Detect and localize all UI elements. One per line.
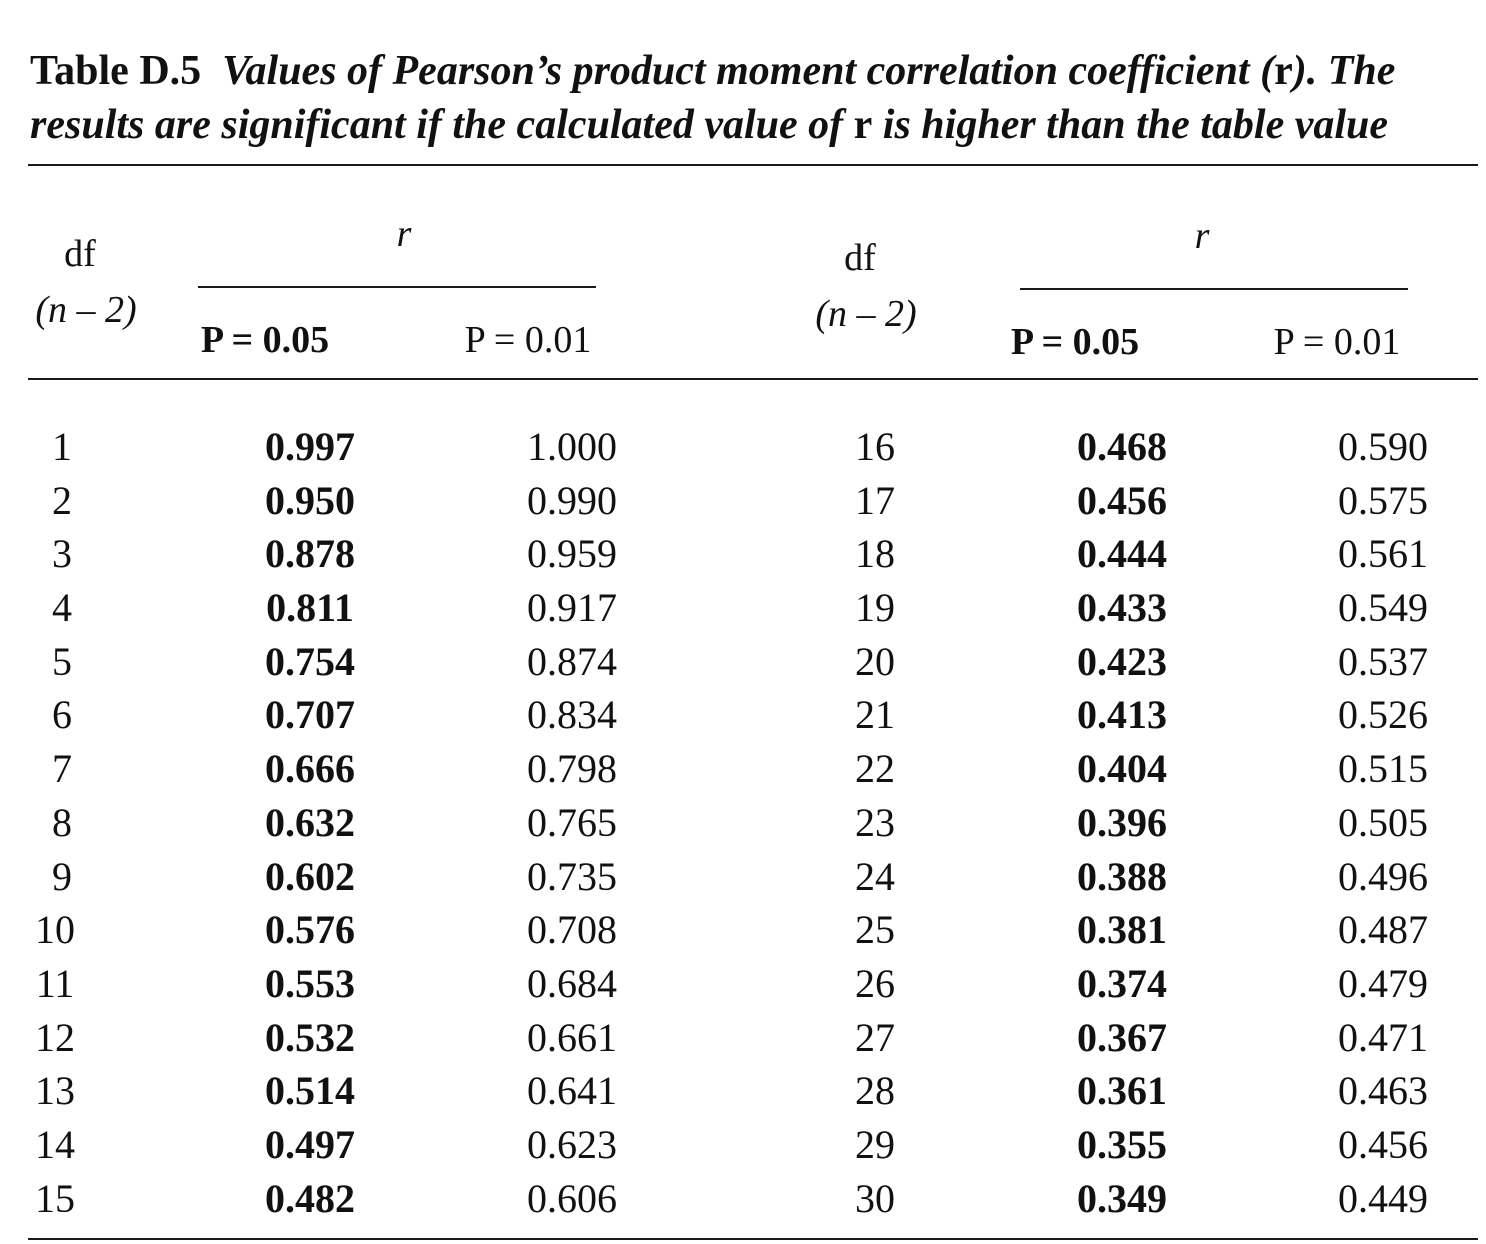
df-cell: 3 [52, 531, 72, 577]
p001-cell: 0.641 [527, 1068, 617, 1114]
header-n-minus-2-right [815, 292, 916, 336]
df-cell: 14 [35, 1121, 75, 1167]
p005-cell: 0.811 [266, 585, 354, 631]
p005-cell: 0.754 [265, 638, 355, 684]
p001-cell: 0.798 [527, 746, 617, 792]
p001-cell: 0.496 [1338, 853, 1428, 899]
table-row [0, 796, 1486, 850]
df-cell: 11 [35, 960, 75, 1006]
p001-cell: 0.561 [1338, 531, 1428, 577]
p001-cell: 0.471 [1338, 1014, 1428, 1060]
df-cell: 27 [855, 1014, 895, 1060]
n-minus-2-text-right: (n – 2) [815, 293, 917, 335]
df-cell: 29 [855, 1121, 895, 1167]
p001-cell: 0.456 [1338, 1121, 1428, 1167]
caption-text-4: is higher than the table value [882, 102, 1389, 148]
p001-cell: 0.463 [1338, 1068, 1428, 1114]
p001-cell: 0.487 [1338, 907, 1428, 953]
p005-cell: 0.361 [1077, 1068, 1167, 1114]
p005-cell: 0.423 [1077, 638, 1167, 684]
p005-cell: 0.632 [265, 799, 355, 845]
caption-text-3: results are significant if the calculated value of [30, 102, 844, 148]
table-row [0, 581, 1486, 635]
caption-line-1 [30, 44, 1470, 98]
header-df-right: df [844, 237, 876, 279]
p005-cell: 0.433 [1077, 585, 1167, 631]
df-cell: 28 [855, 1068, 895, 1114]
table-row [0, 957, 1486, 1011]
df-cell: 22 [855, 746, 895, 792]
table-row [0, 1172, 1486, 1226]
caption-text-1: Values of Pearson’s product moment correlation coefficient ( [222, 48, 1275, 94]
p001-cell: 0.765 [527, 799, 617, 845]
df-cell: 30 [855, 1175, 895, 1221]
caption-r-symbol-2: r [853, 102, 873, 148]
p001-cell: 0.623 [527, 1121, 617, 1167]
p001-cell: 0.590 [1338, 424, 1428, 469]
df-cell: 6 [52, 692, 72, 738]
p005-cell: 0.381 [1077, 907, 1167, 953]
table-row [0, 420, 1486, 474]
p001-cell: 0.479 [1338, 960, 1428, 1006]
p005-cell: 0.602 [265, 853, 355, 899]
p001-cell: 0.449 [1338, 1175, 1428, 1221]
r-span-rule-left [198, 286, 596, 288]
p005-cell: 0.396 [1077, 799, 1167, 845]
p005-cell: 0.497 [265, 1121, 355, 1167]
df-cell: 18 [855, 531, 895, 577]
p005-cell: 0.444 [1077, 531, 1167, 577]
table-row [0, 688, 1486, 742]
header-r-right: r [1194, 215, 1210, 257]
p005-cell: 0.456 [1077, 477, 1167, 523]
p005-cell: 0.413 [1077, 692, 1167, 738]
header-p001-left: P = 0.01 [464, 319, 592, 361]
table-row [0, 1064, 1486, 1118]
df-cell: 8 [52, 799, 72, 845]
df-cell: 13 [35, 1068, 75, 1114]
p001-cell: 1.000 [527, 424, 617, 469]
p005-cell: 0.482 [265, 1175, 355, 1221]
df-cell: 26 [855, 960, 895, 1006]
table-label: Table D.5 [30, 48, 202, 94]
table-row [0, 742, 1486, 796]
df-cell: 1 [52, 424, 72, 469]
header-r-left: r [396, 213, 412, 255]
header-df-left: df [64, 233, 96, 275]
caption-line-2 [30, 98, 1470, 152]
p005-cell: 0.878 [265, 531, 355, 577]
p005-cell: 0.349 [1077, 1175, 1167, 1221]
table-row [0, 1118, 1486, 1172]
p005-cell: 0.468 [1077, 424, 1167, 469]
df-cell: 9 [52, 853, 72, 899]
header-p005-left: P = 0.05 [200, 319, 330, 361]
df-cell: 17 [855, 477, 895, 523]
p001-cell: 0.917 [527, 585, 617, 631]
df-cell: 20 [855, 638, 895, 684]
df-cell: 25 [855, 907, 895, 953]
df-cell: 2 [52, 477, 72, 523]
p005-cell: 0.388 [1077, 853, 1167, 899]
p005-cell: 0.367 [1077, 1014, 1167, 1060]
df-cell: 24 [855, 853, 895, 899]
table-row [0, 850, 1486, 904]
header-rule [28, 378, 1478, 380]
p005-cell: 0.576 [265, 907, 355, 953]
p005-cell: 0.404 [1077, 746, 1167, 792]
caption-text-2: ). The [1292, 48, 1396, 94]
p001-cell: 0.990 [527, 477, 617, 523]
p005-cell: 0.666 [265, 746, 355, 792]
df-cell: 21 [855, 692, 895, 738]
header-p001-right: P = 0.01 [1273, 321, 1401, 363]
table-row [0, 1011, 1486, 1065]
p001-cell: 0.515 [1338, 746, 1428, 792]
p001-cell: 0.684 [527, 960, 617, 1006]
p001-cell: 0.735 [527, 853, 617, 899]
p001-cell: 0.505 [1338, 799, 1428, 845]
df-cell: 5 [52, 638, 72, 684]
p001-cell: 0.834 [527, 692, 617, 738]
df-cell: 15 [35, 1175, 75, 1221]
p001-cell: 0.874 [527, 638, 617, 684]
p005-cell: 0.553 [265, 960, 355, 1006]
p005-cell: 0.355 [1077, 1121, 1167, 1167]
r-span-rule-right [1020, 288, 1408, 290]
p005-cell: 0.950 [265, 477, 355, 523]
p001-cell: 0.959 [527, 531, 617, 577]
p001-cell: 0.661 [527, 1014, 617, 1060]
header-n-minus-2-left [35, 288, 136, 332]
p005-cell: 0.514 [265, 1068, 355, 1114]
df-cell: 10 [35, 907, 75, 953]
header-p005-right: P = 0.05 [1010, 321, 1140, 363]
p001-cell: 0.606 [527, 1175, 617, 1221]
p001-cell: 0.575 [1338, 477, 1428, 523]
p005-cell: 0.707 [265, 692, 355, 738]
n-minus-2-text: (n – 2) [35, 289, 137, 331]
top-rule [28, 164, 1478, 166]
table-row [0, 635, 1486, 689]
table-body [0, 420, 1486, 1225]
p005-cell: 0.374 [1077, 960, 1167, 1006]
df-cell: 23 [855, 799, 895, 845]
table-row [0, 474, 1486, 528]
p005-cell: 0.532 [265, 1014, 355, 1060]
caption-r-symbol: r [1274, 48, 1293, 94]
df-cell: 19 [855, 585, 895, 631]
df-cell: 4 [52, 585, 72, 631]
df-cell: 16 [855, 424, 895, 469]
p005-cell: 0.997 [265, 424, 355, 469]
bottom-rule [28, 1238, 1478, 1240]
p001-cell: 0.708 [527, 907, 617, 953]
df-cell: 12 [35, 1014, 75, 1060]
table-caption [30, 44, 1470, 152]
p001-cell: 0.549 [1338, 585, 1428, 631]
p001-cell: 0.526 [1338, 692, 1428, 738]
p001-cell: 0.537 [1338, 638, 1428, 684]
table-row [0, 527, 1486, 581]
table-row [0, 903, 1486, 957]
df-cell: 7 [52, 746, 72, 792]
